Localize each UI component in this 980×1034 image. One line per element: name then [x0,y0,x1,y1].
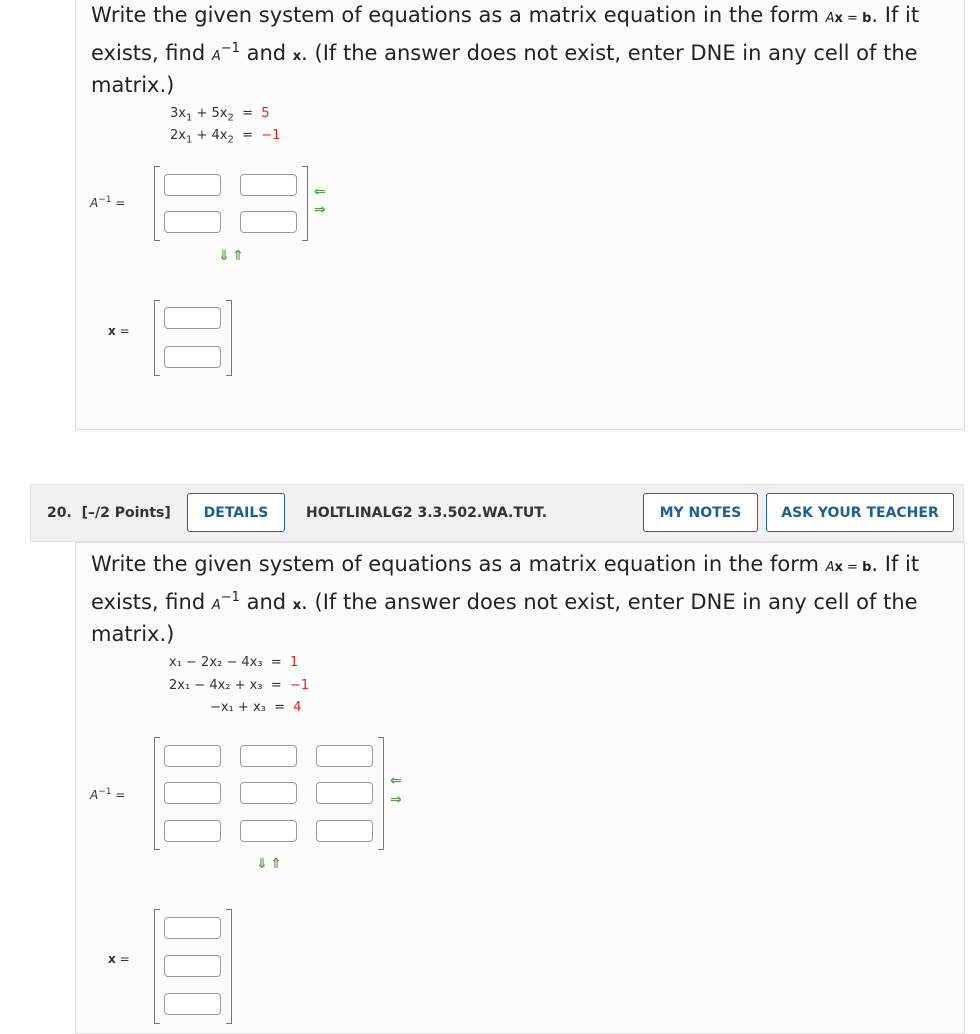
q20-number-points: 20. [–/2 Points] [47,505,171,521]
details-button[interactable]: DETAILS [187,493,285,532]
q20-x-cell-2[interactable] [164,955,221,977]
q20-equation-2: 2x₁ − 4x₂ + x₃ = −1 [169,678,310,693]
q20-x-cell-1[interactable] [164,917,221,939]
q20-x-bracket-right [226,909,232,1024]
q20-ainv-cell-r1c3[interactable] [316,745,373,767]
q19-remove-column-arrow-icon[interactable]: ⇐ [314,184,326,200]
q20-remove-row-arrow-icon[interactable]: ⇑ [270,856,282,872]
q19-ainv-cell-r2c2[interactable] [240,211,297,233]
q20-x-bracket-left [154,909,160,1024]
q20-prompt: Write the given system of equations as a matrix equation in the form Ax = b. If it exists, find $A^{-1}$ and x. (If the answer does not exist, enter DNE in any cell of the matrix.) [91,552,920,646]
ask-your-teacher-button[interactable]: ASK YOUR TEACHER [766,493,954,532]
q19-add-row-arrow-icon[interactable]: ⇓ [218,248,230,264]
q20-ainv-cell-r1c2[interactable] [240,745,297,767]
q20-ainv-cell-r3c2[interactable] [240,820,297,842]
q20-add-row-arrow-icon[interactable]: ⇓ [256,856,268,872]
q19-equation-2: $2x_1 + 4x_2 = -1$ [170,128,281,146]
q19-add-column-arrow-icon[interactable]: ⇒ [314,202,326,218]
q20-remove-column-arrow-icon[interactable]: ⇐ [390,773,402,789]
q19-ainv-bracket-left [154,166,160,241]
q20-ainv-cell-r3c3[interactable] [316,820,373,842]
q20-ainv-bracket-right [378,737,384,850]
q20-ainv-cell-r1c1[interactable] [164,745,221,767]
q20-equation-3: −x₁ + x₃ = 4 [210,700,302,715]
q19-x-bracket-right [226,300,232,376]
q19-ainv-cell-r1c2[interactable] [240,174,297,196]
q19-ainv-bracket-right [302,166,308,241]
q19-ainv-cell-r2c1[interactable] [164,211,221,233]
q20-ainv-bracket-left [154,737,160,850]
my-notes-button[interactable]: MY NOTES [643,493,758,532]
q19-x-cell-2[interactable] [164,346,221,368]
q20-x-label: x = [108,952,130,966]
q20-add-column-arrow-icon[interactable]: ⇒ [390,792,402,808]
q19-x-bracket-left [154,300,160,376]
q19-prompt: Write the given system of equations as a matrix equation in the form Ax = b. If it exists, find $A^{-1}$ and x. (If the answer does not exist, enter DNE in any cell of the matrix.) [91,3,920,97]
q19-x-label: x = [108,324,130,338]
q20-source-code: HOLTLINALG2 3.3.502.WA.TUT. [306,505,548,521]
q20-x-cell-3[interactable] [164,993,221,1015]
q19-x-cell-1[interactable] [164,307,221,329]
q20-equation-1: x₁ − 2x₂ − 4x₃ = 1 [169,655,299,670]
q20-ainv-cell-r2c3[interactable] [316,782,373,804]
q19-ainv-cell-r1c1[interactable] [164,174,221,196]
q20-ainv-cell-r2c1[interactable] [164,782,221,804]
q20-ainv-cell-r3c1[interactable] [164,820,221,842]
q19-ainv-label: $A^{-1}$ = [90,195,126,210]
q20-ainv-cell-r2c2[interactable] [240,782,297,804]
q19-remove-row-arrow-icon[interactable]: ⇑ [232,248,244,264]
q20-ainv-label: $A^{-1}$ = [90,787,126,802]
q19-equation-1: $3x_1 + 5x_2 = 5$ [170,106,270,124]
